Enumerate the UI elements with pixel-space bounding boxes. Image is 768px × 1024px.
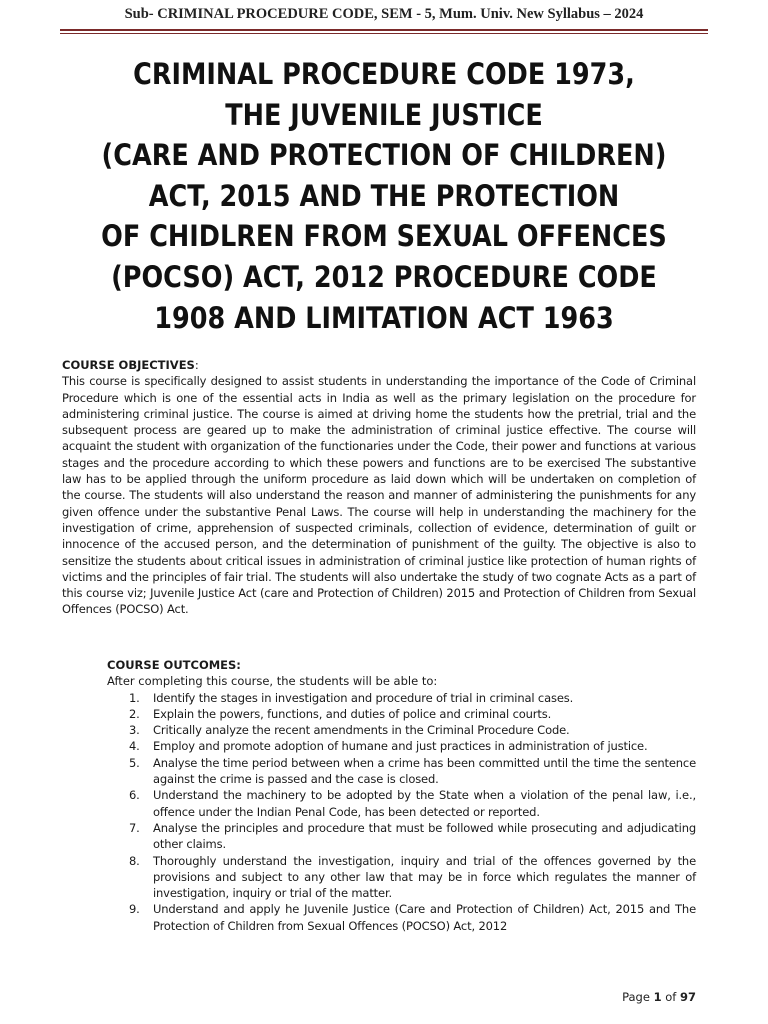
outcomes-heading: COURSE OUTCOMES: (107, 658, 241, 672)
page-number-footer (622, 990, 696, 1004)
list-item (107, 787, 696, 820)
list-item (107, 755, 696, 788)
current-page-number: 1 (653, 990, 662, 1004)
list-item-text: Critically analyze the recent amendments in the Criminal Procedure Code. (153, 723, 570, 738)
header-rule-thick (60, 29, 708, 31)
list-item-number: 6. (129, 788, 140, 803)
outcomes-intro: After completing this course, the students will be able to: (107, 674, 438, 689)
list-item (107, 722, 696, 738)
list-item-text: Explain the powers, functions, and duties of police and criminal courts. (153, 706, 552, 721)
list-item-number: 8. (129, 853, 140, 868)
running-header: Sub- CRIMINAL PROCEDURE CODE, SEM - 5, Mum. Univ. New Syllabus – 2024 (124, 6, 644, 22)
title-line: OF CHIDLREN FROM SEXUAL OFFENCES (101, 219, 667, 254)
objectives-paragraph: This course is specifically designed to assist students in understanding the importance of the Code of Criminal Procedure which is one of the essential acts in India as well as the primary legislation on the procedure for administering criminal justice. The course is aimed at driving home the students how the pretrial, trial and the subsequent process are geared up to make the administration of criminal justice effective. The course will acquaint the student with organization of the functionaries under the Code, their power and functions at various stages and the procedure according to which these powers and functions are to be exercised The substantive law has to be applied through the uniform procedure as laid down which will be undertaken on completion of the course. The students will also understand the reason and manner of administering the punishments for any given offence under the substantive Penal Laws. The course will help in understanding the machinery for the investigation of crime, apprehension of suspected criminals, collection of evidence, determination of guilt or innocence of the accused person, and the determination of punishment of the guilty. The objective is also to sensitize the students about critical issues in administration of criminal justice like protection of human rights of victims and the principles of fair trial. The students will also undertake the study of two cognate Acts as a part of this course viz; Juvenile Justice Act (care and Protection of Children) 2015 and Protection of Children from Sexual Offences (POCSO) Act. (62, 374, 696, 617)
list-item-number: 7. (129, 820, 140, 835)
list-item-number: 9. (129, 902, 140, 917)
list-item-text: Employ and promote adoption of humane and just practices in administration of justice. (153, 739, 648, 754)
list-item-text: Analyse the principles and procedure that must be followed while prosecuting and adjudicating other claims. (153, 820, 696, 852)
list-item (107, 690, 696, 706)
list-item-number: 2. (129, 706, 140, 721)
list-item (107, 901, 696, 934)
list-item-text: Analyse the time period between when a crime has been committed until the time the sentence against the crime is passed and the case is closed. (153, 755, 696, 787)
title-line: (CARE AND PROTECTION OF CHILDREN) (101, 138, 667, 173)
objectives-heading-line (62, 357, 696, 373)
list-item-number: 3. (129, 723, 140, 738)
list-item (107, 853, 696, 902)
title-line: CRIMINAL PROCEDURE CODE 1973, (133, 57, 635, 91)
list-item-text: Understand and apply he Juvenile Justice (Care and Protection of Children) Act, 2015 and The Protection of Children from Sexual Offences (POCSO) Act, 2012 (153, 902, 696, 933)
list-item-number: 1. (129, 690, 140, 705)
title-line: 1908 AND LIMITATION ACT 1963 (154, 300, 614, 335)
objectives-heading: COURSE OBJECTIVES (62, 358, 195, 372)
list-item (107, 738, 696, 754)
course-objectives-section (62, 357, 696, 618)
course-outcomes-section (107, 657, 696, 934)
list-item (107, 820, 696, 853)
list-item-number: 4. (129, 739, 140, 754)
total-pages-number: 97 (679, 990, 696, 1004)
list-item-text: Understand the machinery to be adopted by the State when a violation of the penal law, i.e., offence under the Indian Penal Code, has been detected or reported. (153, 788, 696, 819)
outcomes-list (107, 690, 696, 934)
header-rule-thin (60, 33, 708, 34)
title-line: (POCSO) ACT, 2012 PROCEDURE CODE (111, 259, 657, 294)
list-item-text: Thoroughly understand the investigation, inquiry and trial of the offences governed by the provisions and subject to any other law that may be in force which regulates the manner of investigation, inquiry or trial of the matter. (153, 853, 696, 901)
objectives-heading-colon: : (194, 358, 199, 372)
title-line: THE JUVENILE JUSTICE (225, 97, 543, 132)
document-title (30, 54, 738, 338)
list-item-number: 5. (129, 755, 140, 770)
page-word: Page (622, 990, 650, 1004)
title-line: ACT, 2015 AND THE PROTECTION (148, 178, 620, 213)
of-word: of (665, 990, 677, 1004)
list-item (107, 706, 696, 722)
list-item-text: Identify the stages in investigation and procedure of trial in criminal cases. (153, 690, 574, 705)
